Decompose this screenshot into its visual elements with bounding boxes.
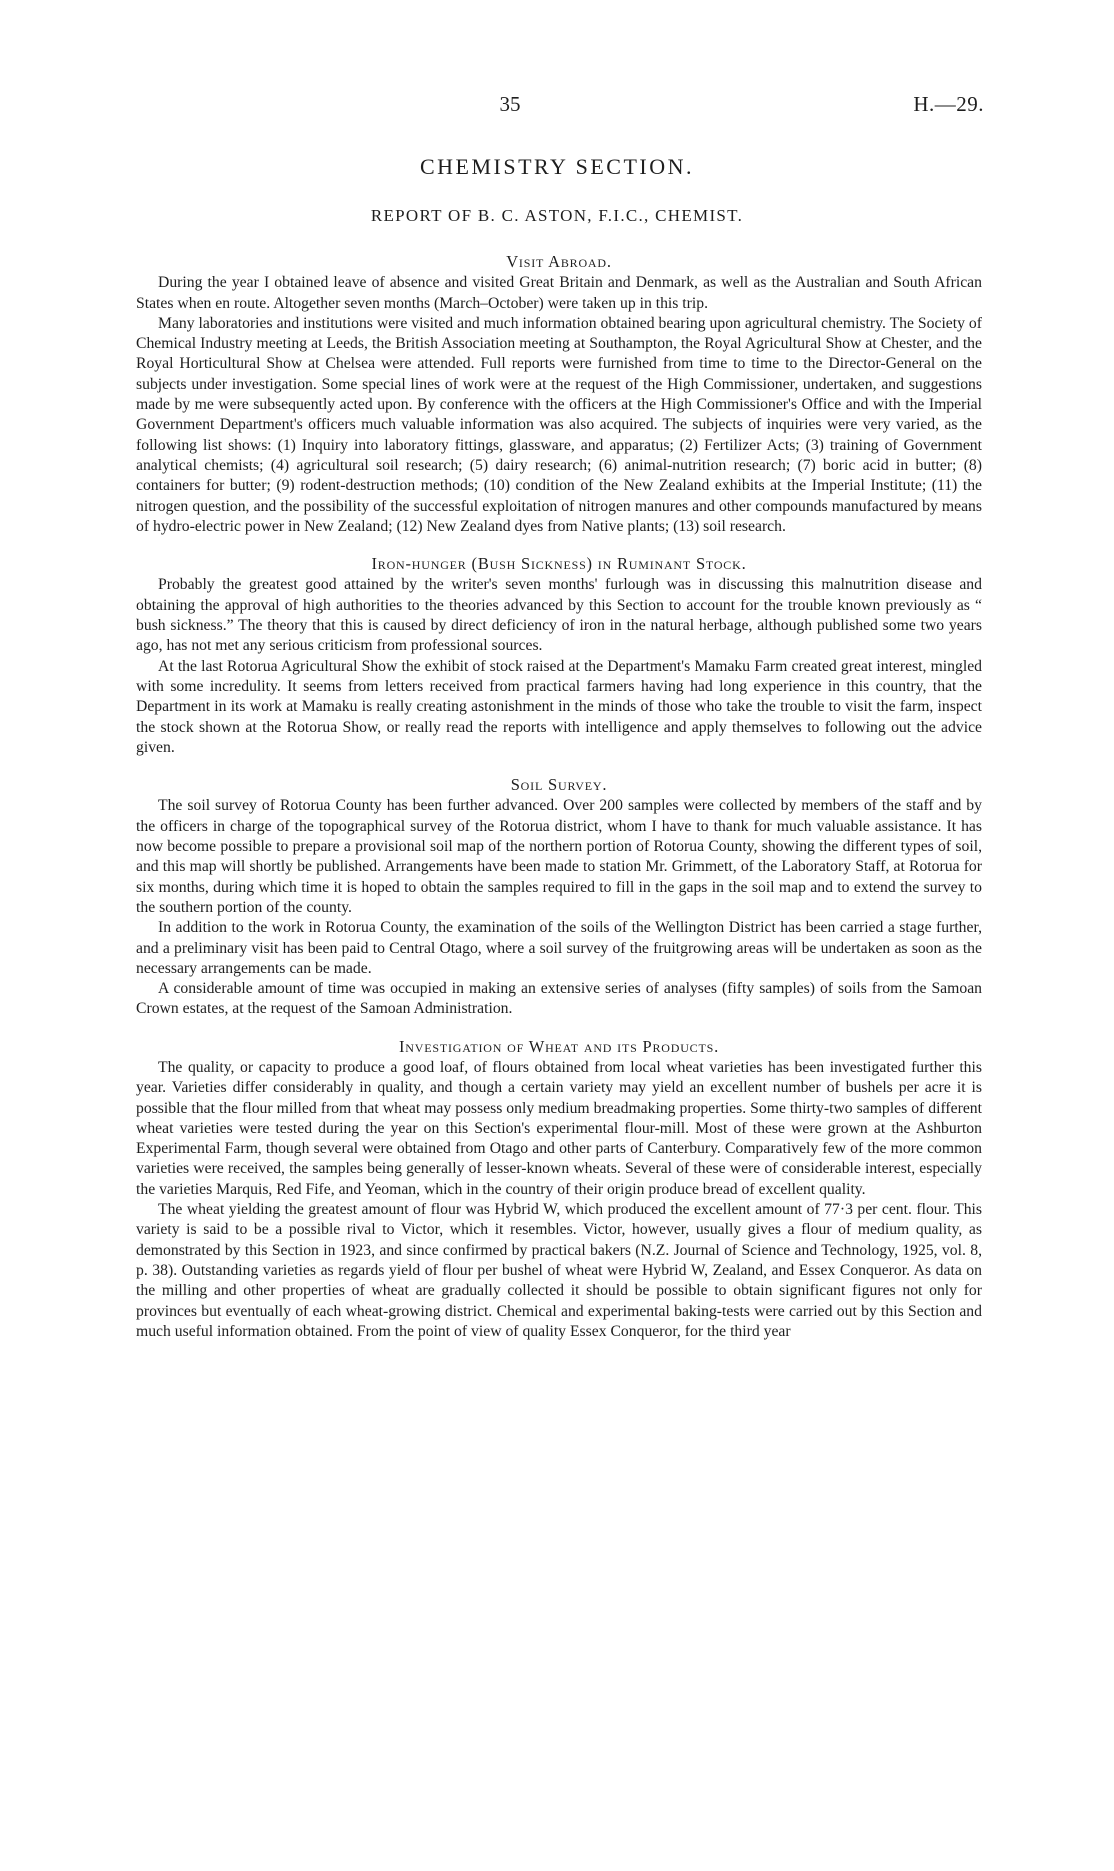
section-visit-abroad bbox=[136, 252, 982, 537]
document-reference: H.—29. bbox=[913, 92, 984, 116]
paragraph: A considerable amount of time was occupied in making an extensive series of analyses (fifty samples) of soils from the Samoan Crown estates, at the request of the Samoan Administration. bbox=[136, 980, 982, 1018]
section-gap bbox=[136, 1020, 982, 1037]
section-heading: Visit Abroad. bbox=[506, 252, 612, 271]
section-heading: Investigation of Wheat and its Products. bbox=[398, 1036, 720, 1056]
section-iron-hunger bbox=[136, 554, 982, 758]
document-body bbox=[136, 252, 982, 1342]
section-soil-survey bbox=[136, 775, 982, 1020]
page-header bbox=[0, 92, 1114, 126]
section-gap bbox=[136, 537, 982, 554]
section-title: CHEMISTRY SECTION. bbox=[420, 154, 694, 179]
section-heading: Soil Survey. bbox=[510, 775, 608, 795]
paragraph: The soil survey of Rotorua County has been further advanced. Over 200 samples were collected by members of the staff and by the officers in charge of the topographical survey of the Rotorua district, whom I have to thank for much valuable assistance. It has now become possible to prepare a provisional soil map of the northern portion of Rotorua County, showing the different types of soil, and this map will shortly be published. Arrangements have been made to station Mr. Grimmett, of the Laboratory Staff, at Rotorua for six months, during which time it is hoped to obtain the samples required to fill in the gaps in the soil map and to extend the survey to the southern portion of the county. bbox=[136, 797, 982, 916]
report-title: REPORT OF B. C. ASTON, F.I.C., CHEMIST. bbox=[370, 206, 744, 225]
section-wheat-investigation bbox=[136, 1037, 982, 1342]
section-heading: Iron-hunger (Bush Sickness) in Ruminant Stock. bbox=[371, 554, 747, 574]
paragraph: Probably the greatest good attained by the writer's seven months' furlough was in discussing this malnutrition disease and obtaining the approval of high authorities to the theories advanced by this Section to account for the trouble known previously as “ bush sickness.” The theory that this is caused by direct deficiency of iron in the natural herbage, although published some two years ago, has not met any serious criticism from professional sources. bbox=[136, 576, 982, 655]
paragraph: The quality, or capacity to produce a good loaf, of flours obtained from local wheat varieties has been investigated further this year. Varieties differ considerably in quality, and though a certain variety may yield an excellent number of bushels per acre it is possible that the flour milled from that wheat may possess only medium breadmaking properties. Some thirty-two samples of different wheat varieties were tested during the year on this Section's experimental flour-mill. Most of these were grown at the Ashburton Experimental Farm, though several were obtained from Otago and other parts of Canterbury. Comparatively few of the more common varieties were received, the samples being generally of lesser-known wheats. Several of these were of considerable interest, especially the varieties Marquis, Red Fife, and Yeoman, which in the country of their origin produce bread of excellent quality. bbox=[136, 1058, 982, 1198]
section-gap bbox=[136, 758, 982, 775]
page-number: 35 bbox=[499, 92, 521, 116]
paragraph: In addition to the work in Rotorua County, the examination of the soils of the Wellington District has been carried a stage further, and a preliminary visit has been paid to Central Otago, where a soil survey of the fruitgrowing areas will be undertaken as soon as the necessary arrangements can be made. bbox=[136, 919, 982, 977]
paragraph: During the year I obtained leave of absence and visited Great Britain and Denmark, as well as the Australian and South African States when en route. Altogether seven months (March–October) were taken up in this trip. bbox=[136, 274, 982, 312]
paragraph: At the last Rotorua Agricultural Show the exhibit of stock raised at the Department's Mamaku Farm created great interest, mingled with some incredulity. It seems from letters received from practical farmers having had long experience in this country, that the Department in its work at Mamaku is really creating astonishment in the minds of those who take the trouble to visit the farm, inspect the stock shown at the Rotorua Show, or really read the reports with intelligence and apply themselves to following out the advice given. bbox=[136, 657, 982, 756]
paragraph: Many laboratories and institutions were visited and much information obtained bearing upon agricultural chemistry. The Society of Chemical Industry meeting at Leeds, the British Association meeting at Southampton, the Royal Agricultural Show at Chester, and the Royal Horticultural Show at Chelsea were attended. Full reports were furnished from time to time to the Director-General on the subjects under investigation. Some special lines of work were at the request of the High Commissioner, undertaken, and suggestions made by me were subsequently acted upon. By conference with the officers at the High Commissioner's Office and with the Imperial Government Department's officers much valuable information was also acquired. The subjects of inquiries were very varied, as the following list shows: (1) Inquiry into laboratory fittings, glassware, and apparatus; (2) Fertilizer Acts; (3) training of Government analytical chemists; (4) agricultural soil research; (5) dairy research; (6) animal-nutrition research; (7) boric acid in butter; (8) containers for butter; (9) rodent-destruction methods; (10) condition of the New Zealand exhibits at the Imperial Institute; (11) the nitrogen question, and the possibility of the successful exploitation of nitrogen manures and other compounds manufactured by means of hydro-electric power in New Zealand; (12) New Zealand dyes from Native plants; (13) soil research. bbox=[136, 314, 982, 535]
paragraph: The wheat yielding the greatest amount of flour was Hybrid W, which produced the excellent amount of 77·3 per cent. flour. This variety is said to be a possible rival to Victor, which it resembles. Victor, however, usually gives a flour of medium quality, as demonstrated by this Section in 1923, and since confirmed by practical bakers (N.Z. Journal of Science and Technology, 1925, vol. 8, p. 38). Outstanding varieties as regards yield of flour per bushel of wheat were Hybrid W, Zealand, and Essex Conqueror. As data on the milling and other properties of wheat are gradually collected it should be possible to obtain significant figures not only for provinces but eventually of each wheat-growing district. Chemical and experimental baking-tests were carried out by this Section and much useful information obtained. From the point of view of quality Essex Conqueror, for the third year bbox=[136, 1201, 982, 1340]
